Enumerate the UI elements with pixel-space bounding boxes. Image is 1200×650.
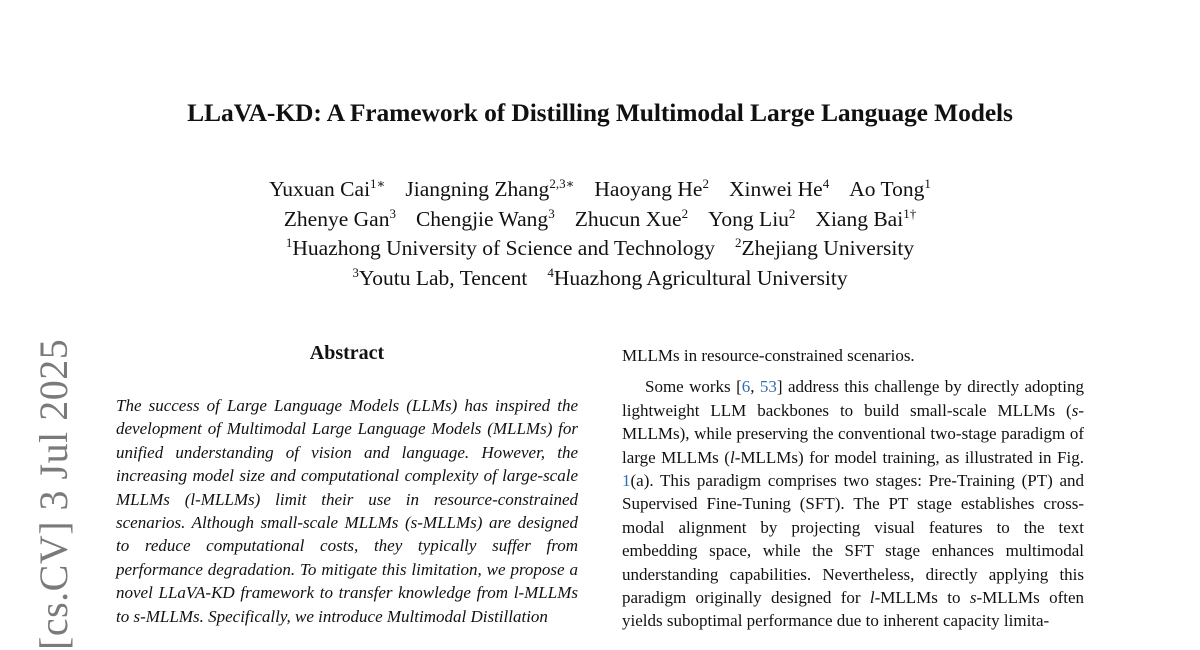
affiliation: $^3$Youtu Lab, Tencent <box>352 264 528 290</box>
affiliation: $^4$Huazhong Agricultural University <box>547 264 848 290</box>
paragraph: Some works [6, 53] address this challenge by directly adopting lightweight LLM backbones to build small-scale MLLMs (s-MLLMs), while preserving the conventional two-stage paradigm of large MLLMs (l-MLLMs) for model training, as illustrated in Fig. 1(a). This paradigm comprises two stages: Pre-Training (PT) and Supervised Fine-Tuning (SFT). The PT stage establishes cross-modal alignment by projecting visual features to the text embedding space, while the SFT stage enhances multimodal understanding capabilities. Nevertheless, directly applying this paradigm originally designed for l-MLLMs to s-MLLMs often yields suboptimal performance due to inherent capacity limita- <box>622 377 1085 631</box>
affiliation-line-2 <box>0 265 1200 295</box>
affiliation-line-1 <box>0 235 1200 265</box>
author: Zhucun Xue$^2$ <box>574 205 689 231</box>
author-block <box>0 176 1200 294</box>
author: Xinwei He$^4$ <box>728 176 830 201</box>
affiliation: $^2$Zhejiang University <box>735 235 915 260</box>
author: Yong Liu$^2$ <box>708 205 796 231</box>
author-line-1 <box>0 176 1200 206</box>
author: Haoyang He$^2$ <box>594 176 709 201</box>
author: Zhenye Gan$^3$ <box>283 205 396 231</box>
figure-link[interactable]: 1 <box>622 471 631 491</box>
author: Yuxuan Cai$^{1∗}$ <box>269 176 386 201</box>
paragraph-continuation: MLLMs in resource-constrained scenarios. <box>622 346 915 365</box>
paper-title: LLaVA-KD: A Framework of Distilling Multimodal Large Language Models <box>187 98 1013 127</box>
author: Ao Tong$^1$ <box>849 176 931 201</box>
author: Jiangning Zhang$^{2,3∗}$ <box>405 176 575 201</box>
arxiv-stamp: [cs.CV] 3 Jul 2025 <box>31 338 76 650</box>
citation-link[interactable]: 53 <box>759 377 777 397</box>
author-line-2 <box>0 206 1200 236</box>
citation-link[interactable]: 6 <box>741 377 751 397</box>
right-column-text <box>622 344 1084 633</box>
abstract-heading: Abstract <box>309 342 385 364</box>
abstract-text: The success of Large Language Models (LLMs) has inspired the development of Multimodal Large Language Models (MLLMs) for unified understanding of vision and language. However, the increasing model size and computational complexity of large-scale MLLMs (l-MLLMs) limit their use in resource-constrained scenarios. Although small-scale MLLMs (s-MLLMs) are designed to reduce computational costs, they typically suffer from performance degradation. To mitigate this limitation, we propose a novel LLaVA-KD framework to transfer knowledge from l-MLLMs to s-MLLMs. Specifically, we introduce Multimodal Distillation <box>116 396 578 626</box>
author: Xiang Bai$^{1\dagger}$ <box>815 205 917 231</box>
author: Chengjie Wang$^3$ <box>415 205 555 231</box>
affiliation: $^1$Huazhong University of Science and Technology <box>285 235 716 260</box>
